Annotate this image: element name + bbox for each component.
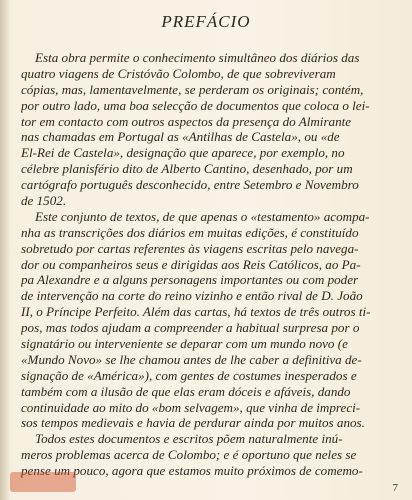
- text-line: cópias, mas, lamentavelmente, se perderam os originais; contém,: [21, 81, 364, 97]
- text-line: por outro lado, uma boa selecção de documentos que coloca o lei-: [21, 97, 370, 113]
- text-line: signação de «América»), com gentes de costumes inesperados e: [21, 367, 357, 383]
- text-line: pense um pouco, agora que estamos muito próximos de comemo-: [21, 463, 363, 479]
- page-title: PREFÁCIO: [161, 12, 251, 31]
- text-line: meros problemas acerca de Colombo; e é oportuno que neles se: [21, 447, 357, 463]
- text-line: signatário ou interveniente se deparar com um mundo novo (e: [21, 336, 348, 352]
- text-line: sobretudo por cartas referentes às viagens escritas pelo navega-: [21, 240, 359, 256]
- text-line: II, o Príncipe Perfeito. Além das cartas, há textos de três outros ti-: [21, 304, 371, 320]
- text-line: Esta obra permite o conhecimento simultâneo dos diários das: [35, 50, 360, 65]
- text-line: dor ou companheiros seus e dirigidas aos Reis Católicos, ao Pa-: [21, 256, 361, 272]
- text-line: célebre planisfério dito de Alberto Cantino, desenhado, por um: [21, 161, 353, 177]
- text-line: tor em contacto com outros aspectos da presença do Almirante: [21, 113, 352, 129]
- text-line: nha as transcrições dos diários em muitas edições, é constituído: [21, 224, 359, 240]
- text-line: também com a ilusão de que elas eram dóceis e afáveis, dando: [21, 383, 351, 399]
- text-line: nas chamadas em Portugal as «Antilhas de Castela», ou «de: [21, 129, 340, 145]
- stamp-mark: [10, 472, 76, 492]
- text-line: «Mundo Novo» se lhe chamou antes de lhe caber a definitiva de-: [21, 351, 362, 367]
- text-line: de 1502.: [21, 193, 67, 209]
- page-number: 7: [392, 482, 398, 494]
- text-line: Este conjunto de textos, de que apenas o «testamento» acompa-: [35, 208, 370, 224]
- text-line: Todos estes documentos e escritos põem naturalmente inú-: [35, 431, 343, 447]
- preface-body-text: [21, 50, 393, 479]
- page-gutter-shadow: [0, 0, 10, 500]
- text-line: continuidade ao mito do «bom selvagem», que vinha de impreci-: [21, 399, 361, 415]
- text-line: sos tempos medievais e havia de perdurar ainda por muitos anos.: [21, 415, 365, 431]
- text-line: de intervenção na corte do reino vizinho e então rival de D. João: [21, 288, 363, 304]
- text-line: cartógrafo português desconhecido, entre Setembro e Novembro: [21, 177, 359, 193]
- text-line: pos, mas todos ajudam a compreender a habitual surpresa por o: [21, 320, 360, 336]
- text-line: El-Rei de Castela», designação que aparece, por exemplo, no: [21, 145, 345, 161]
- text-line: pa Alexandre e a alguns personagens importantes ou com poder: [21, 272, 359, 288]
- text-line: quatro viagens de Cristóvão Colombo, de que sobreviveram: [21, 65, 336, 81]
